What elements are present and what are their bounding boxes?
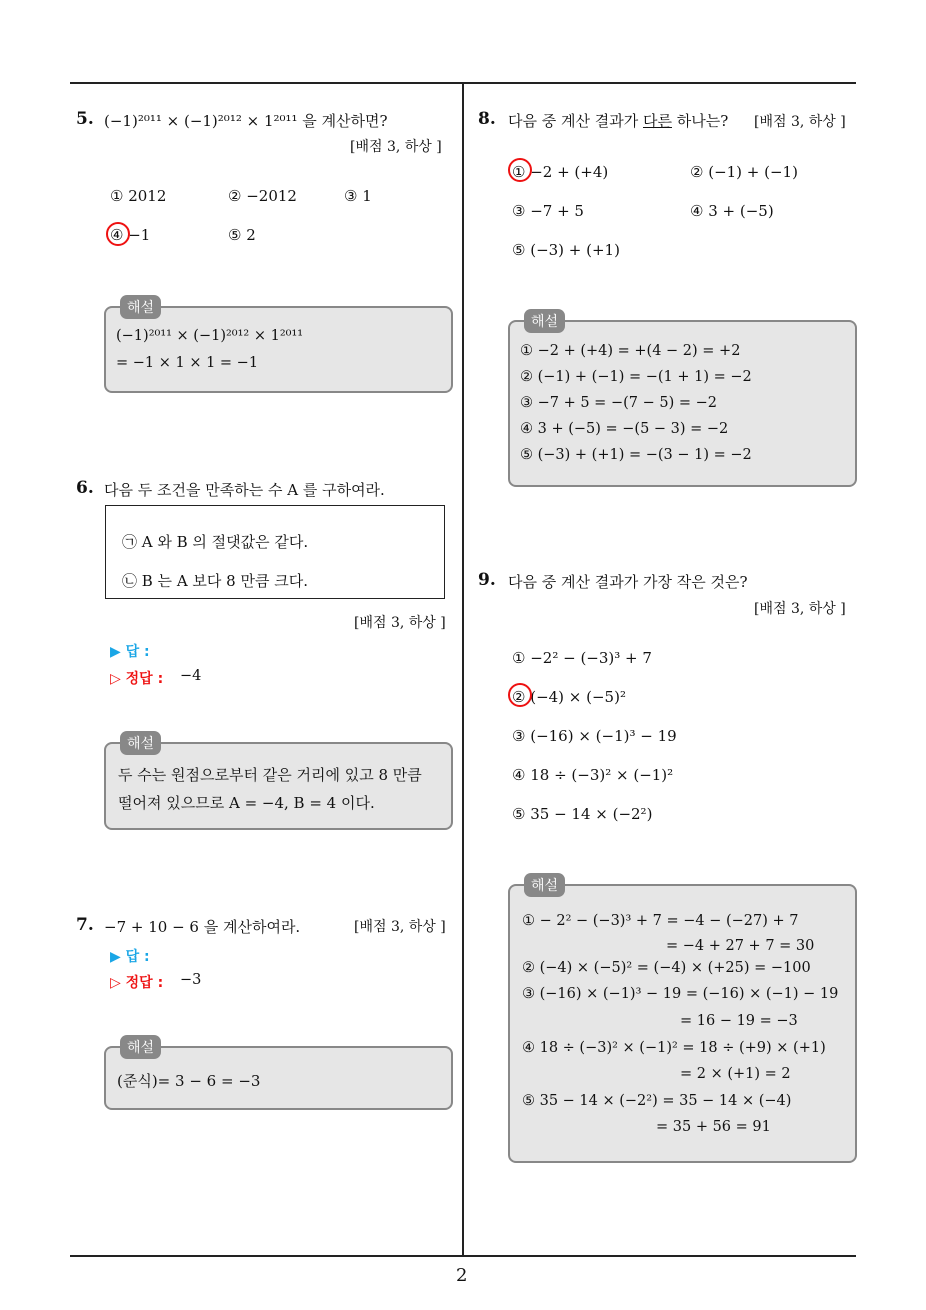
score-label: [배점 3, 하상 ] bbox=[354, 919, 446, 935]
explanation-tag: 해설 bbox=[524, 309, 565, 333]
score-label: [배점 3, 하상 ] bbox=[350, 139, 442, 155]
column-divider bbox=[462, 83, 464, 1257]
answer-mark-circle bbox=[106, 222, 130, 246]
choice-4[interactable]: ④ −1 bbox=[110, 226, 151, 244]
choice-5[interactable]: ⑤ 35 − 14 × (−2²) bbox=[512, 805, 653, 823]
explanation-line: ④ 3 + (−5) = −(5 − 3) = −2 bbox=[520, 421, 729, 437]
question-text-part: 하나는? bbox=[671, 112, 729, 130]
correct-label: ▷ 정답 : bbox=[110, 975, 164, 991]
choice-4[interactable]: ④ 3 + (−5) bbox=[690, 202, 774, 220]
explanation-line: ② (−1) + (−1) = −(1 + 1) = −2 bbox=[520, 369, 752, 385]
question-text: 다음 중 계산 결과가 가장 작은 것은? bbox=[508, 573, 748, 591]
correct-value: −3 bbox=[180, 972, 202, 988]
explanation-tag: 해설 bbox=[524, 873, 565, 897]
choice-4[interactable]: ④ 18 ÷ (−3)² × (−1)² bbox=[512, 766, 674, 784]
explanation-line: ③ (−16) × (−1)³ − 19 = (−16) × (−1) − 19 bbox=[522, 986, 839, 1002]
answer-mark-circle bbox=[508, 158, 532, 182]
correct-value: −4 bbox=[180, 668, 202, 684]
question-text: 다음 두 조건을 만족하는 수 A 를 구하여라. bbox=[104, 481, 385, 499]
choice-5[interactable]: ⑤ 2 bbox=[228, 226, 256, 244]
question-text-underlined: 다른 bbox=[643, 112, 672, 130]
score-label: [배점 3, 하상 ] bbox=[754, 601, 846, 617]
answer-label: ▶ 답 : bbox=[110, 644, 150, 660]
choice-2[interactable]: ② (−1) + (−1) bbox=[690, 163, 798, 181]
question-text: (−1)²⁰¹¹ × (−1)²⁰¹² × 1²⁰¹¹ 을 계산하면? bbox=[104, 112, 388, 130]
explanation-line: ① −2 + (+4) = +(4 − 2) = +2 bbox=[520, 343, 741, 359]
explanation-line: ⑤ (−3) + (+1) = −(3 − 1) = −2 bbox=[520, 447, 752, 463]
choice-2[interactable]: ② −2012 bbox=[228, 187, 297, 205]
score-label: [배점 3, 하상 ] bbox=[754, 114, 846, 130]
explanation-line: ④ 18 ÷ (−3)² × (−1)² = 18 ÷ (+9) × (+1) bbox=[522, 1040, 826, 1056]
explanation-line: ② (−4) × (−5)² = (−4) × (+25) = −100 bbox=[522, 960, 811, 976]
answer-mark-circle bbox=[508, 683, 532, 707]
explanation-line: = 16 − 19 = −3 bbox=[680, 1013, 798, 1029]
choice-1[interactable]: ① −2² − (−3)³ + 7 bbox=[512, 649, 652, 667]
explanation-line: (−1)²⁰¹¹ × (−1)²⁰¹² × 1²⁰¹¹ bbox=[116, 328, 304, 344]
question-text-part: 다음 중 계산 결과가 bbox=[508, 112, 643, 130]
question-text: −7 + 10 − 6 을 계산하여라. bbox=[104, 918, 301, 936]
question-number: 5. bbox=[76, 109, 94, 129]
choice-2[interactable]: ② (−4) × (−5)² bbox=[512, 688, 626, 706]
explanation-line: = 35 + 56 = 91 bbox=[656, 1119, 771, 1135]
question-text bbox=[508, 110, 728, 131]
question-number: 8. bbox=[478, 109, 496, 129]
explanation-line: = 2 × (+1) = 2 bbox=[680, 1066, 791, 1082]
explanation-box bbox=[104, 306, 453, 393]
choice-3[interactable]: ③ (−16) × (−1)³ − 19 bbox=[512, 727, 677, 745]
choice-1[interactable]: ① −2 + (+4) bbox=[512, 163, 609, 181]
condition-line: ㉡ B 는 A 보다 8 만큼 크다. bbox=[122, 572, 308, 590]
explanation-line: = −4 + 27 + 7 = 30 bbox=[666, 938, 815, 954]
question-number: 9. bbox=[478, 570, 496, 590]
explanation-tag: 해설 bbox=[120, 731, 161, 755]
correct-label: ▷ 정답 : bbox=[110, 671, 164, 687]
choice-3[interactable]: ③ 1 bbox=[344, 187, 372, 205]
question-number: 6. bbox=[76, 478, 94, 498]
answer-label: ▶ 답 : bbox=[110, 949, 150, 965]
explanation-line: (준식)= 3 − 6 = −3 bbox=[117, 1072, 261, 1090]
page-number: 2 bbox=[456, 1265, 468, 1286]
explanation-line: 떨어져 있으므로 A = −4, B = 4 이다. bbox=[118, 794, 375, 812]
question-number: 7. bbox=[76, 915, 94, 935]
explanation-tag: 해설 bbox=[120, 295, 161, 319]
explanation-line: 두 수는 원점으로부터 같은 거리에 있고 8 만큼 bbox=[118, 766, 422, 784]
explanation-tag: 해설 bbox=[120, 1035, 161, 1059]
explanation-line: ③ −7 + 5 = −(7 − 5) = −2 bbox=[520, 395, 717, 411]
explanation-line: = −1 × 1 × 1 = −1 bbox=[116, 355, 259, 371]
condition-line: ㉠ A 와 B 의 절댓값은 같다. bbox=[122, 533, 309, 551]
answer-input[interactable] bbox=[180, 946, 380, 964]
choice-5[interactable]: ⑤ (−3) + (+1) bbox=[512, 241, 620, 259]
choice-1[interactable]: ① 2012 bbox=[110, 187, 167, 205]
explanation-line: ① − 2² − (−3)³ + 7 = −4 − (−27) + 7 bbox=[522, 913, 799, 929]
explanation-line: ⑤ 35 − 14 × (−2²) = 35 − 14 × (−4) bbox=[522, 1093, 792, 1109]
answer-input[interactable] bbox=[180, 641, 380, 659]
choice-3[interactable]: ③ −7 + 5 bbox=[512, 202, 584, 220]
score-label: [배점 3, 하상 ] bbox=[354, 615, 446, 631]
explanation-box bbox=[104, 742, 453, 830]
